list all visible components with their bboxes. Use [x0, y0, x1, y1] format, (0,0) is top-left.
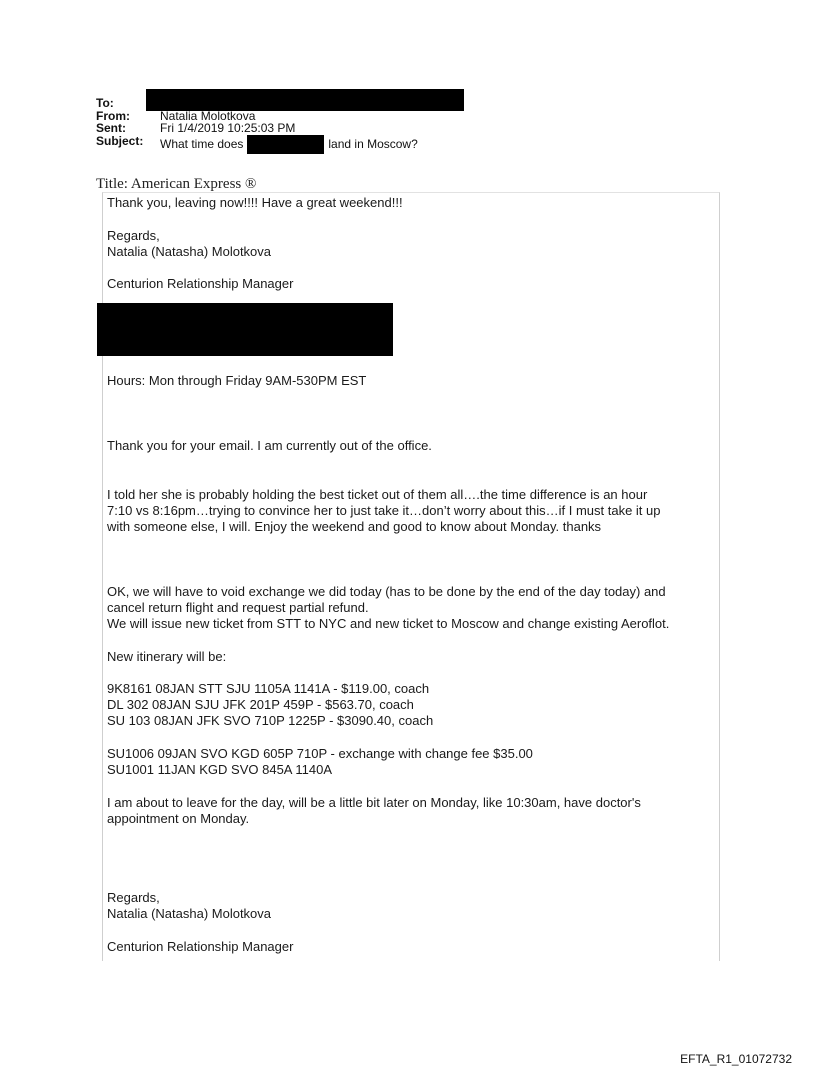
to-label: To: — [96, 96, 114, 110]
body-line-20: appointment on Monday. — [107, 811, 250, 826]
sent-value: Fri 1/4/2019 10:25:03 PM — [160, 121, 296, 135]
from-value: Natalia Molotkova — [160, 108, 256, 123]
itinerary-line-2: DL 302 08JAN SJU JFK 201P 459P - $563.70, coach — [107, 697, 414, 712]
itinerary-line-1: 9K8161 08JAN STT SJU 1105A 1141A - $119.00, coach — [107, 681, 430, 696]
body-line-1: Thank you, leaving now!!!! Have a great weekend!!! — [107, 195, 403, 210]
subject-prefix: What time does — [160, 136, 244, 151]
body-line-3: Natalia (Natasha) Molotkova — [107, 244, 272, 259]
to-redaction — [146, 89, 464, 111]
subject-suffix: land in Moscow? — [328, 136, 418, 151]
document-id: EFTA_R1_01072732 — [680, 1052, 792, 1066]
body-line-23: Centurion Relationship Manager — [107, 939, 294, 954]
subject-redaction — [247, 135, 324, 154]
document-title: Title: American Express ® — [96, 176, 257, 192]
body-line-22: Natalia (Natasha) Molotkova — [107, 906, 272, 921]
body-line-4: Centurion Relationship Manager — [107, 276, 294, 291]
body-line-8: 7:10 vs 8:16pm…trying to convince her to just take it…don’t worry about this…if I must take it up — [107, 503, 661, 518]
body-line-12: We will issue new ticket from STT to NYC and new ticket to Moscow and change existing Aeroflot. — [107, 616, 670, 631]
signature-redaction — [97, 303, 393, 356]
body-line-2: Regards, — [107, 228, 160, 243]
body-line-10: OK, we will have to void exchange we did today (has to be done by the end of the day today) and — [107, 584, 666, 599]
body-line-5: Hours: Mon through Friday 9AM-530PM EST — [107, 373, 367, 388]
subject-label: Subject: — [96, 133, 144, 148]
itinerary-line-4: SU1006 09JAN SVO KGD 605P 710P - exchange with change fee $35.00 — [107, 746, 533, 761]
body-line-9: with someone else, I will. Enjoy the weekend and good to know about Monday. thanks — [107, 519, 602, 534]
body-line-13: New itinerary will be: — [107, 649, 227, 664]
subject-value — [160, 135, 418, 154]
body-line-11: cancel return flight and request partial refund. — [107, 600, 369, 615]
from-label: From: — [96, 108, 130, 123]
body-line-6: Thank you for your email. I am currently out of the office. — [107, 438, 432, 453]
itinerary-line-5: SU1001 11JAN KGD SVO 845A 1140A — [107, 762, 332, 777]
body-line-21: Regards, — [107, 890, 160, 905]
body-line-7: I told her she is probably holding the best ticket out of them all….the time difference is an hour — [107, 487, 648, 502]
itinerary-line-3: SU 103 08JAN JFK SVO 710P 1225P - $3090.40, coach — [107, 713, 434, 728]
sent-label: Sent: — [96, 121, 126, 135]
body-line-19: I am about to leave for the day, will be a little bit later on Monday, like 10:30am, have doctor's — [107, 795, 641, 810]
